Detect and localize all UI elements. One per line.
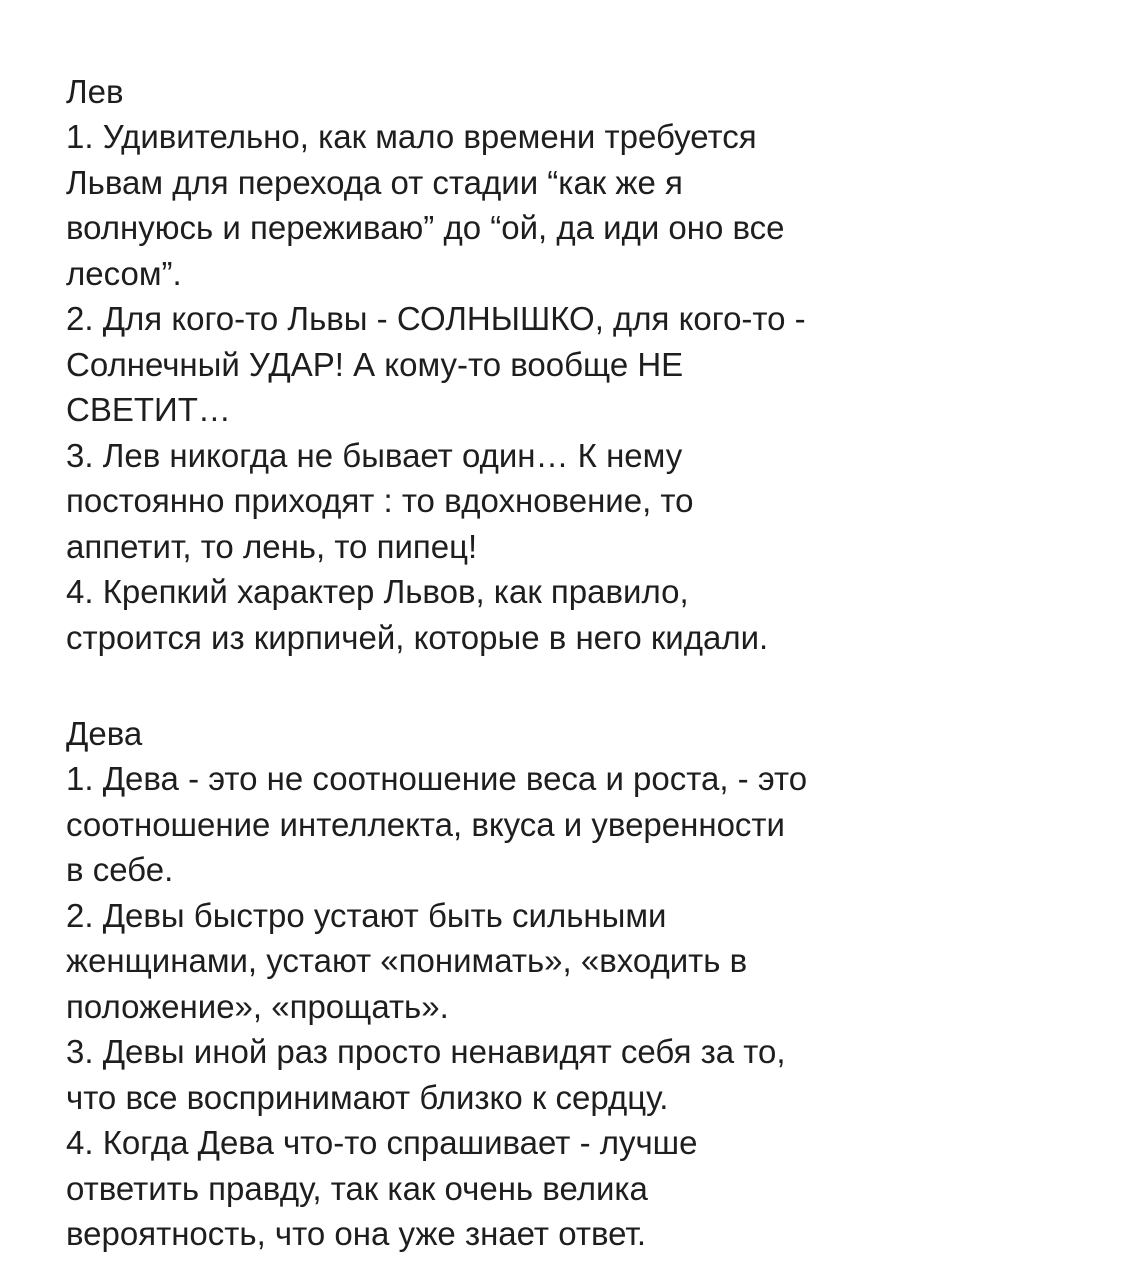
document-page bbox=[66, 70, 1076, 1257]
section-title: Дева bbox=[66, 715, 143, 752]
text-line: 1. Удивительно, как мало времени требуется bbox=[66, 118, 757, 155]
text-line: Солнечный УДАР! А кому-то вообще НЕ bbox=[66, 345, 684, 383]
text-line: постоянно приходят : то вдохновение, то bbox=[66, 482, 694, 519]
text-line: соотношение интеллекта, вкуса и уверенности bbox=[66, 805, 785, 843]
section-deva bbox=[66, 712, 1076, 1257]
text-line: 1. Дева - это не соотношение веса и роста, - это bbox=[66, 760, 808, 797]
section-spacer bbox=[66, 660, 1076, 712]
text-line: что все воспринимают близко к сердцу. bbox=[66, 1078, 669, 1116]
section-lev bbox=[66, 70, 1076, 660]
text-line: Львам для перехода от стадии “как же я bbox=[66, 163, 683, 201]
text-line: в себе. bbox=[66, 851, 174, 888]
text-line: 4. Когда Дева что-то спрашивает - лучше bbox=[66, 1124, 698, 1161]
text-line: строится из кирпичей, которые в него кидали. bbox=[66, 618, 769, 656]
text-line: 3. Лев никогда не бывает один… К нему bbox=[66, 436, 683, 474]
text-line: женщинами, устают «понимать», «входить в bbox=[66, 942, 748, 979]
text-line: 4. Крепкий характер Львов, как правило, bbox=[66, 573, 689, 610]
text-line: положение», «прощать». bbox=[66, 987, 449, 1025]
text-line: аппетит, то лень, то пипец! bbox=[66, 527, 478, 565]
text-line: волнуюсь и переживаю” до “ой, да иди оно все bbox=[66, 209, 785, 246]
text-line: 2. Для кого-то Львы - СОЛНЫШКО, для кого-то - bbox=[66, 300, 806, 337]
text-line: 3. Девы иной раз просто ненавидят себя за то, bbox=[66, 1033, 786, 1070]
text-line: СВЕТИТ… bbox=[66, 391, 231, 428]
text-line: ответить правду, так как очень велика bbox=[66, 1169, 648, 1207]
section-title: Лев bbox=[66, 73, 124, 110]
text-line: 2. Девы быстро устают быть сильными bbox=[66, 896, 667, 934]
text-line: вероятность, что она уже знает ответ. bbox=[66, 1215, 646, 1252]
text-line: лесом”. bbox=[66, 254, 182, 292]
